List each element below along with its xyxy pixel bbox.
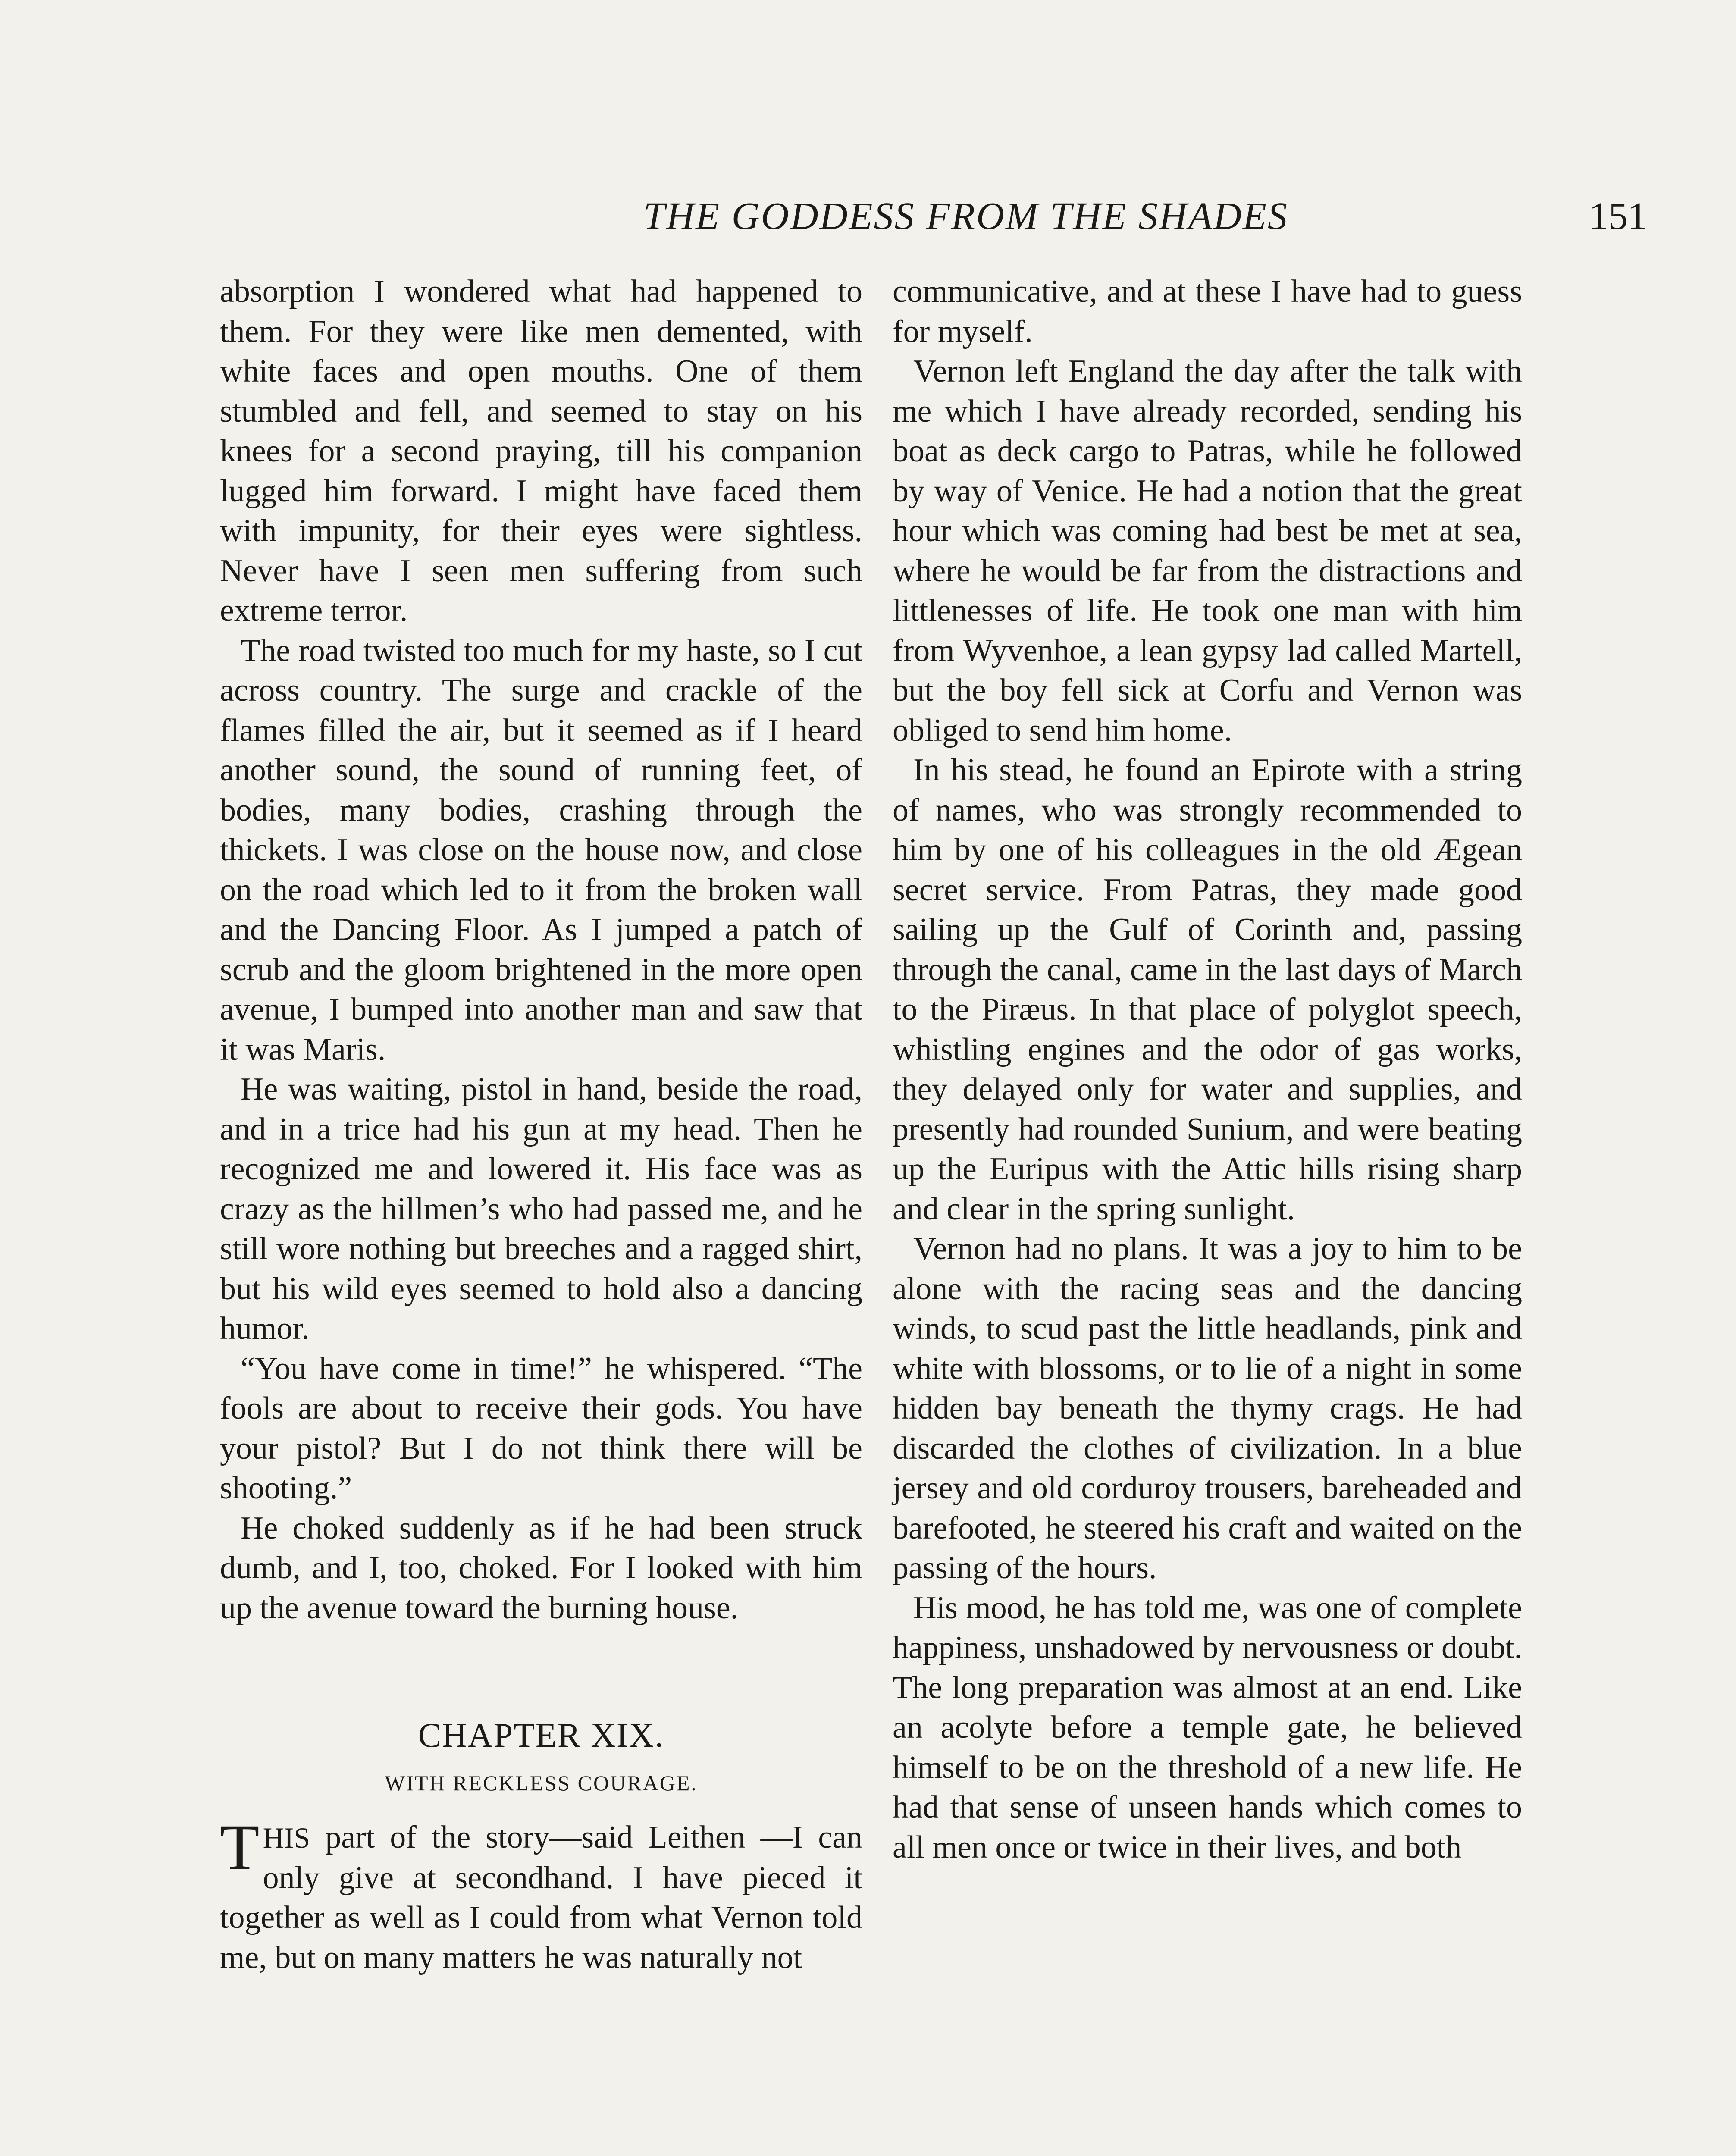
right-column	[893, 272, 1522, 1867]
paragraph: Vernon had no plans. It was a joy to him to be alone with the racing seas and the dancing winds, to scud past the little headlands, pink and white with blossoms, or to lie of a night in some hidden bay beneath the thymy crags. He had discarded the clothes of civilization. In a blue jersey and old corduroy trousers, bareheaded and barefooted, he steered his craft and waited on the passing of the hours.	[893, 1231, 1522, 1586]
chapter-heading: CHAPTER XIX.	[418, 1717, 664, 1755]
paragraph: Vernon left England the day after the talk with me which I have already recorded, sending his boat as deck cargo to Patras, while he followed by way of Venice. He had a notion that the great hour which was coming had best be met at sea, where he would be far from the distractions and littlenesses of life. He took one man with him from Wyvenhoe, a lean gypsy lad called Martell, but the boy fell sick at Corfu and Vernon was obliged to send him home.	[893, 354, 1522, 748]
left-column	[220, 272, 862, 1977]
paragraph: The road twisted too much for my haste, so I cut across country. The surge and crackle of the flames filled the air, but it seemed as if I heard another sound, the sound of running feet, of bodies, many bodies, crashing through the thickets. I was close on the house now, and close on the road which led to it from the broken wall and the Dancing Floor. As I jumped a patch of scrub and the gloom brightened in the more open avenue, I bumped into another man and saw that it was Maris.	[220, 633, 862, 1067]
paragraph: He was waiting, pistol in hand, beside the road, and in a trice had his gun at my head. Then he recognized me and lowered it. His face was as crazy as the hillmen’s who had passed me, and he still wore nothing but breeches and a ragged shirt, but his wild eyes seemed to hold also a dancing humor.	[220, 1072, 862, 1346]
drop-cap: T	[220, 1811, 260, 1883]
running-title: THE GODDESS FROM THE SHADES	[643, 195, 1288, 238]
paragraph: In his stead, he found an Epirote with a string of names, who was strongly recommended to him by one of his colleagues in the old Ægean secret service. From Patras, they made good sailing up the Gulf of Corinth and, passing through the canal, came in the last days of March to the Piræus. In that place of polyglot speech, whistling engines and the odor of gas works, they delayed only for water and supplies, and presently had rounded Sunium, and were beating up the Euripus with the Attic hills rising sharp and clear in the spring sunlight.	[893, 752, 1522, 1227]
paragraph: communicative, and at these I have had to guess for myself.	[893, 274, 1522, 349]
paragraph: He choked suddenly as if he had been struck dumb, and I, too, choked. For I looked with him up the avenue toward the burning house.	[220, 1510, 862, 1626]
opening-caps: HIS	[263, 1821, 310, 1854]
running-head	[457, 190, 1647, 250]
opening-text: part of the story—said Leithen —I can only give at secondhand. I have pieced it together as well as I could from what Vernon told me, but on many matters he was naturally not	[220, 1820, 862, 1975]
chapter-opening-paragraph	[220, 1811, 862, 1977]
paragraph: His mood, he has told me, was one of complete happiness, unshadowed by nervousness or doubt. The long preparation was almost at an end. Like an acolyte before a temple gate, he believed himself to be on the threshold of a new life. He had that sense of unseen hands which comes to all men once or twice in their lives, and both	[893, 1590, 1522, 1865]
paragraph: absorption I wondered what had happened to them. For they were like men demented, with white faces and open mouths. One of them stumbled and fell, and seemed to stay on his knees for a second praying, till his companion lugged him forward. I might have faced them with impunity, for their eyes were sightless. Never have I seen men suffering from such extreme terror.	[220, 274, 862, 628]
paragraph: “You have come in time!” he whispered. “The fools are about to receive their gods. You have your pistol? But I do not think there will be shooting.”	[220, 1351, 862, 1506]
chapter-subtitle: WITH RECKLESS COURAGE.	[385, 1771, 698, 1795]
page-number: 151	[1589, 195, 1647, 238]
